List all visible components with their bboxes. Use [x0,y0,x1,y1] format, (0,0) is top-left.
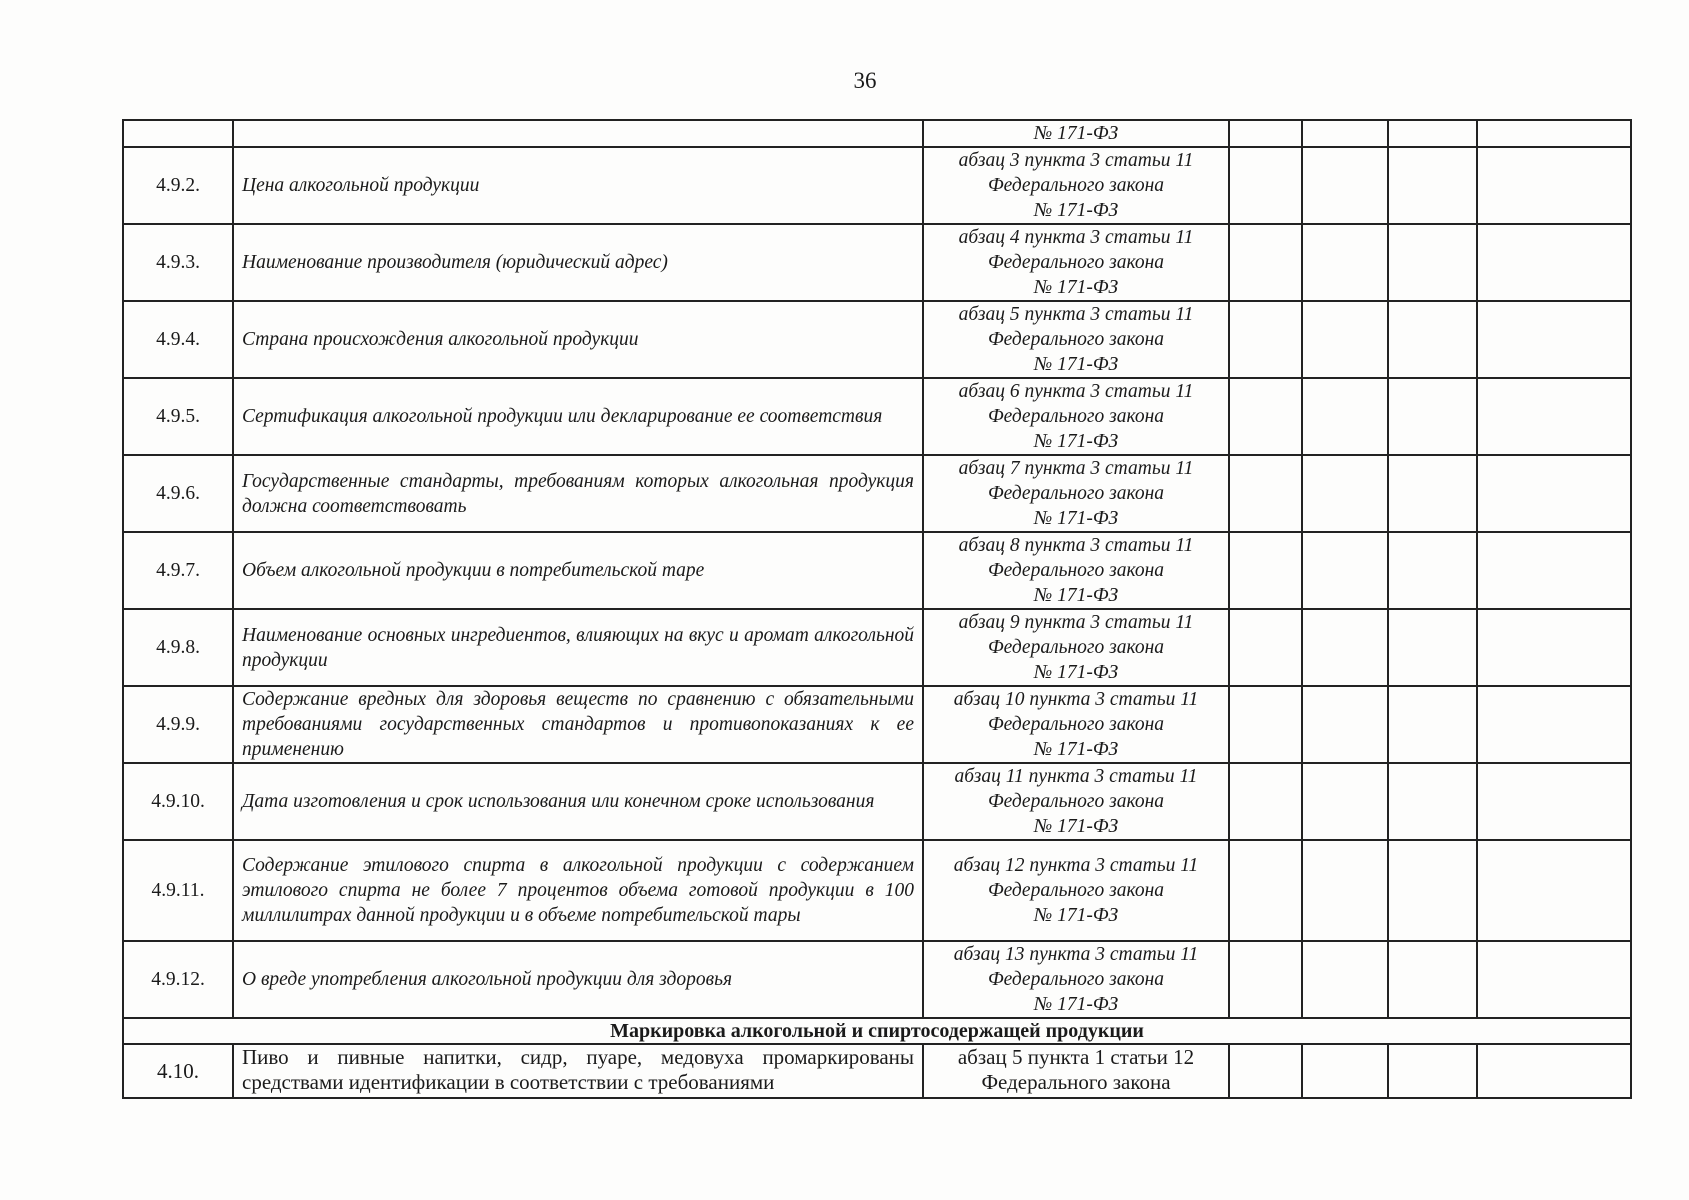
legal-reference-line: Федерального закона [987,406,1165,427]
legal-reference-line: Федерального закона [987,175,1165,196]
item-number-cell: 4.9.4. [123,301,233,378]
answer-cell [1302,686,1388,763]
answer-cell [1388,301,1477,378]
item-number-cell: 4.9.5. [123,378,233,455]
checklist-table [122,119,1632,1099]
legal-reference-line: Федерального закона [981,1070,1171,1094]
legal-reference-line: № 171-ФЗ [1033,905,1119,926]
legal-reference-cell [923,120,1229,147]
table-row [123,609,1631,686]
legal-reference-line: Федерального закона [987,714,1165,735]
legal-reference-line: абзац 13 пункта 3 статьи 11 [953,944,1199,965]
requirement-cell [233,120,923,147]
requirement-cell: Объем алкогольной продукции в потребительской таре [233,532,923,609]
legal-reference-line: абзац 12 пункта 3 статьи 11 [953,855,1199,876]
legal-reference-line: абзац 6 пункта 3 статьи 11 [958,381,1194,402]
item-number-cell: 4.9.12. [123,941,233,1018]
requirement-cell: Содержание этилового спирта в алкогольной продукции с содержанием этилового спирта не более 7 процентов объема готовой продукции в 100 миллилитрах данной продукции и в объеме потребительской тары [233,840,923,941]
answer-cell [1229,609,1302,686]
answer-cell [1302,224,1388,301]
legal-reference-line: абзац 5 пункта 3 статьи 11 [958,304,1194,325]
legal-reference-line: Федерального закона [987,560,1165,581]
answer-cell [1229,455,1302,532]
requirement-cell: Страна происхождения алкогольной продукции [233,301,923,378]
table-row [123,532,1631,609]
legal-reference-line: Федерального закона [987,252,1165,273]
table-row [123,301,1631,378]
legal-reference-line: № 171-ФЗ [1033,585,1119,606]
answer-cell [1388,455,1477,532]
answer-cell [1477,941,1631,1018]
answer-cell [1302,147,1388,224]
answer-cell [1477,120,1631,147]
answer-cell [1302,609,1388,686]
answer-cell [1388,609,1477,686]
answer-cell [1229,1044,1302,1098]
requirement-cell: Наименование производителя (юридический адрес) [233,224,923,301]
legal-reference-cell [923,301,1229,378]
answer-cell [1229,686,1302,763]
legal-reference-cell [923,532,1229,609]
answer-cell [1477,840,1631,941]
table-row [123,941,1631,1018]
table-body [123,120,1631,1098]
legal-reference-line: абзац 8 пункта 3 статьи 11 [958,535,1194,556]
table-row [123,147,1631,224]
answer-cell [1388,941,1477,1018]
table-row [123,686,1631,763]
section-title: Маркировка алкогольной и спиртосодержащей продукции [123,1018,1631,1044]
answer-cell [1388,378,1477,455]
item-number-cell: 4.9.8. [123,609,233,686]
item-number-cell: 4.9.9. [123,686,233,763]
legal-reference-line: № 171-ФЗ [1033,277,1119,298]
legal-reference-line: Федерального закона [987,969,1165,990]
answer-cell [1302,840,1388,941]
answer-cell [1477,455,1631,532]
answer-cell [1477,301,1631,378]
answer-cell [1388,686,1477,763]
answer-cell [1302,455,1388,532]
legal-reference-line: абзац 9 пункта 3 статьи 11 [958,612,1194,633]
table-row [123,1044,1631,1098]
table-row [123,455,1631,532]
answer-cell [1388,763,1477,840]
requirement-cell: О вреде употребления алкогольной продукции для здоровья [233,941,923,1018]
legal-reference-cell [923,1044,1229,1098]
legal-reference-line: абзац 11 пункта 3 статьи 11 [954,766,1198,787]
legal-reference-cell [923,609,1229,686]
answer-cell [1229,120,1302,147]
legal-reference-line: абзац 10 пункта 3 статьи 11 [953,689,1199,710]
answer-cell [1229,532,1302,609]
answer-cell [1477,224,1631,301]
legal-reference-line: № 171-ФЗ [1033,354,1119,375]
requirement-cell: Пиво и пивные напитки, сидр, пуаре, медовуха промаркированы средствами идентификации в соответствии с требованиями [233,1044,923,1098]
legal-reference-line: Федерального закона [987,329,1165,350]
legal-reference-line: № 171-ФЗ [1033,994,1119,1015]
answer-cell [1229,147,1302,224]
requirement-cell: Сертификация алкогольной продукции или декларирование ее соответствия [233,378,923,455]
legal-reference-line: Федерального закона [987,880,1165,901]
requirement-cell: Наименование основных ингредиентов, влияющих на вкус и аромат алкогольной продукции [233,609,923,686]
section-header-row [123,1018,1631,1044]
table-row [123,763,1631,840]
answer-cell [1388,1044,1477,1098]
answer-cell [1388,147,1477,224]
requirement-cell: Содержание вредных для здоровья веществ по сравнению с обязательными требованиями государственных стандартов и противопоказаниях к ее применению [233,686,923,763]
answer-cell [1477,147,1631,224]
legal-reference-cell [923,763,1229,840]
answer-cell [1477,763,1631,840]
item-number-cell: 4.9.2. [123,147,233,224]
legal-reference-line: абзац 4 пункта 3 статьи 11 [958,227,1194,248]
answer-cell [1388,840,1477,941]
answer-cell [1229,840,1302,941]
item-number-cell: 4.9.10. [123,763,233,840]
answer-cell [1302,532,1388,609]
legal-reference-cell [923,378,1229,455]
answer-cell [1302,941,1388,1018]
table-row [123,224,1631,301]
legal-reference-cell [923,941,1229,1018]
answer-cell [1229,224,1302,301]
legal-reference-line: № 171-ФЗ [1033,816,1119,837]
item-number-cell [123,120,233,147]
table-row [123,120,1631,147]
answer-cell [1302,301,1388,378]
answer-cell [1388,120,1477,147]
answer-cell [1477,609,1631,686]
legal-reference-line: Федерального закона [987,791,1165,812]
legal-reference-line: № 171-ФЗ [1033,739,1119,760]
legal-reference-line: № 171-ФЗ [1033,662,1119,683]
table-row [123,378,1631,455]
page-number: 36 [853,68,877,93]
item-number-cell: 4.10. [123,1044,233,1098]
answer-cell [1477,378,1631,455]
legal-reference-cell [923,147,1229,224]
legal-reference-cell [923,840,1229,941]
legal-reference-line: абзац 7 пункта 3 статьи 11 [958,458,1194,479]
answer-cell [1302,120,1388,147]
item-number-cell: 4.9.6. [123,455,233,532]
legal-reference-line: Федерального закона [987,483,1165,504]
legal-reference-cell [923,455,1229,532]
answer-cell [1388,532,1477,609]
legal-reference-line: № 171-ФЗ [1033,200,1119,221]
answer-cell [1302,1044,1388,1098]
legal-reference-cell [923,686,1229,763]
answer-cell [1302,763,1388,840]
requirement-cell: Государственные стандарты, требованиям которых алкогольная продукция должна соответствовать [233,455,923,532]
legal-reference-line: абзац 3 пункта 3 статьи 11 [958,150,1194,171]
item-number-cell: 4.9.7. [123,532,233,609]
item-number-cell: 4.9.3. [123,224,233,301]
answer-cell [1477,532,1631,609]
legal-reference-cell [923,224,1229,301]
legal-reference-line: Федерального закона [987,637,1165,658]
legal-reference-line: абзац 5 пункта 1 статьи 12 [957,1045,1195,1069]
legal-reference-line: № 171-ФЗ [1033,508,1119,529]
item-number-cell: 4.9.11. [123,840,233,941]
requirement-cell: Дата изготовления и срок использования или конечном сроке использования [233,763,923,840]
answer-cell [1302,378,1388,455]
answer-cell [1388,224,1477,301]
legal-reference-line: № 171-ФЗ [1033,123,1119,144]
answer-cell [1229,763,1302,840]
legal-reference-line: № 171-ФЗ [1033,431,1119,452]
requirement-cell: Цена алкогольной продукции [233,147,923,224]
answer-cell [1229,378,1302,455]
answer-cell [1477,686,1631,763]
answer-cell [1229,301,1302,378]
answer-cell [1229,941,1302,1018]
table-row [123,840,1631,941]
answer-cell [1477,1044,1631,1098]
